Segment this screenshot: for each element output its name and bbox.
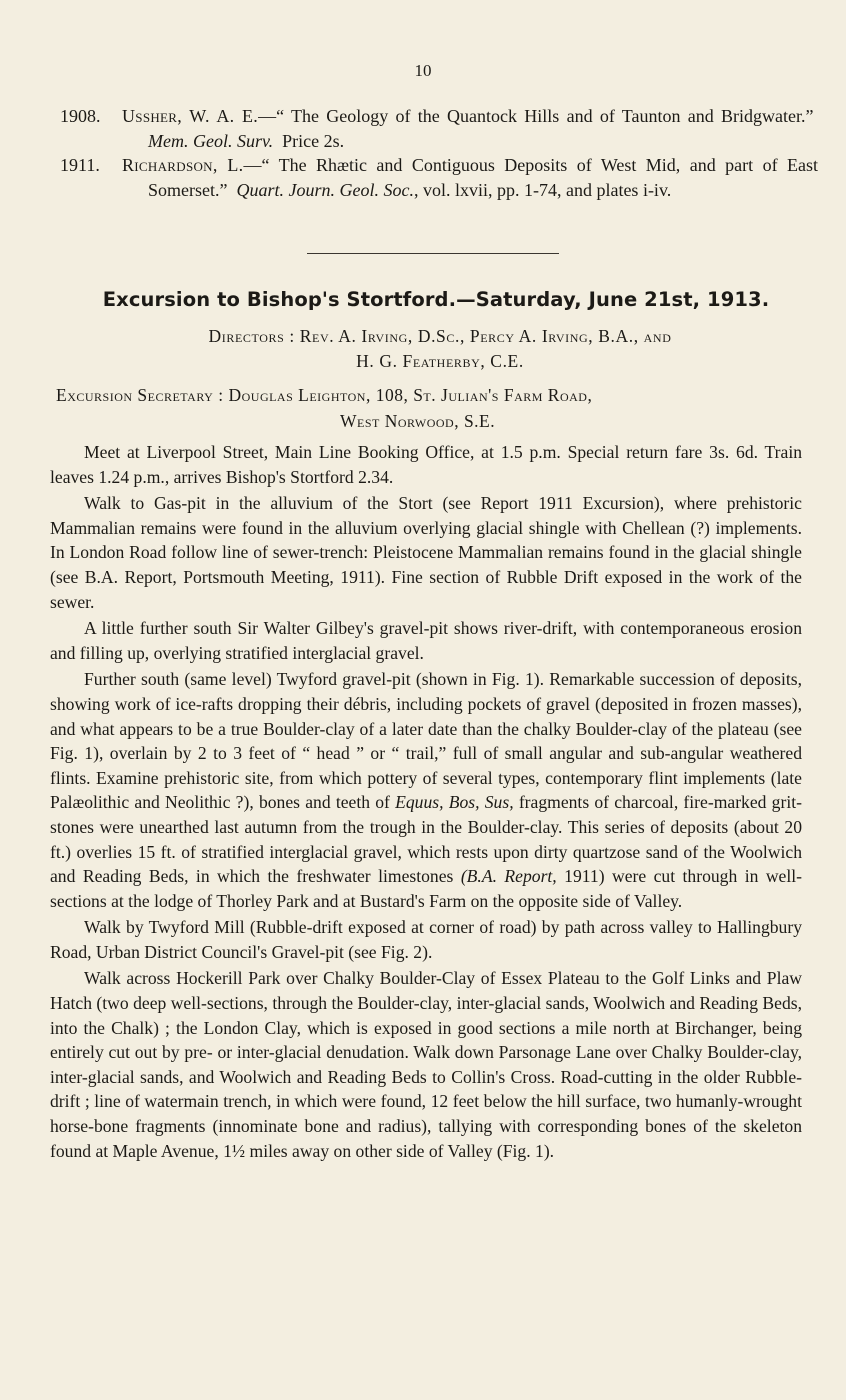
directors-line-1	[90, 324, 790, 349]
secretary-address-2: West Norwood, S.E.	[340, 411, 496, 431]
twyford-text-c: 1911) were cut through in well-sections at the lodge of Thorley Park and at Bustard's Farm on the opposite side of Valley.	[50, 866, 802, 911]
paragraph-gilbey-pit: A little further south Sir Walter Gilbey's gravel-pit shows river-drift, with contemporaneous erosion and filling up, overlying stratified interglacial gravel.	[50, 618, 802, 663]
references-list	[60, 104, 818, 202]
section-divider	[307, 253, 559, 254]
reference-rest: Price 2s.	[282, 130, 345, 151]
reference-year: 1908.	[60, 106, 101, 126]
genus-sus: Sus,	[484, 792, 514, 813]
reference-journal: Mem. Geol. Surv.	[148, 130, 274, 151]
reference-journal: Quart. Journ. Geol. Soc.	[236, 179, 414, 200]
reference-1908	[60, 104, 818, 153]
paragraph-twyford-pit	[50, 667, 802, 913]
excursion-title: Excursion to Bishop's Stortford.—Saturday, June 21st, 1913.	[102, 288, 770, 311]
page-number: 10	[414, 61, 432, 80]
reference-rest: , vol. lxvii, pp. 1-74, and plates i-iv.	[413, 179, 672, 200]
reference-year: 1911.	[60, 155, 100, 175]
reference-author: Richardson, L.	[122, 155, 244, 175]
paragraph-hockerill-park: Walk across Hockerill Park over Chalky Boulder-Clay of Essex Plateau to the Golf Links and Plaw Hatch (two deep well-sections, through the Boulder-clay, inter-glacial sands, Woolwich and Reading Beds, into the Chalk) ; the London Clay, which is exposed in good sections a mile north at Birchanger, being entirely cut out by pre- or inter-glacial denudation. Walk down Parsonage Lane over Chalky Boulder-clay, inter-glacial sands, and Woolwich and Reading Beds to Collin's Cross. Road-cutting in the older Rubble-drift ; line of watermain trench, in which were found, 12 feet below the hill surface, two humanly-wrought horse-bone fragments (innominate bone and radius), tallying with corresponding bones of the skeleton found at Maple Avenue, 1½ miles away on other side of Valley (Fig. 1).	[50, 968, 802, 1161]
secretary-block	[56, 382, 816, 434]
twyford-text-a: Further south (same level) Twyford gravel-pit (shown in Fig. 1). Remarkable succession of deposits, showing work of ice-rafts dropping their débris, including pockets of gravel (deposited in frozen masses), and what appears to be a true Boulder-clay of a later date than the chalky Boulder-clay of the plateau (see Fig. 1), overlain by 2 to 3 feet of “ head ” or “ trail,” full of small angular and sub-angular weathered flints. Examine prehistoric site, from which pottery of several types, contemporary flint implements (late Palæolithic and Neolithic ?), bones and teeth of	[50, 669, 802, 813]
secretary-address-1: Douglas Leighton, 108, St. Julian's Farm Road,	[228, 385, 593, 405]
directors-label: Directors :	[208, 326, 295, 346]
paragraph-meeting: Meet at Liverpool Street, Main Line Booking Office, at 1.5 p.m. Special return fare 3s. 6d. Train leaves 1.24 p.m., arrives Bishop's Stortford 2.34.	[50, 442, 802, 487]
directors-block	[90, 324, 790, 374]
ba-report-citation: (B.A. Report,	[460, 866, 557, 887]
reference-1911	[60, 153, 818, 202]
twyford-text-b: fragments of charcoal, fire-marked grit-stones were unearthed last autumn from the trough in the Boulder-clay. This series of deposits (about 20 ft.) overlies 15 ft. of stratified interglacial gravel, which rests upon dirty quartzose sand of the Woolwich and Reading Beds, in which the freshwater limestones	[50, 792, 802, 887]
directors-names: Rev. A. Irving, D.Sc., Percy A. Irving, B.A., and	[299, 326, 672, 346]
genus-bos: Bos,	[448, 792, 480, 813]
genus-equus: Equus,	[395, 792, 444, 813]
reference-title: “ The Rhætic and Contiguous Deposits of West Mid, and part of East Somerset.”	[148, 155, 818, 200]
paragraph-gas-pit: Walk to Gas-pit in the alluvium of the Stort (see Report 1911 Excursion), where prehistoric Mammalian remains were found in the alluvium overlying glacial shingle with Chellean (?) implements. In London Road follow line of sewer-trench: Pleistocene Mammalian remains found in the glacial shingle (see B.A. Report, Portsmouth Meeting, 1911). Fine section of Rubble Drift exposed in the work of the sewer.	[50, 493, 802, 612]
excursion-body	[50, 440, 802, 1163]
secretary-label: Excursion Secretary :	[56, 385, 224, 405]
paragraph-twyford-mill: Walk by Twyford Mill (Rubble-drift exposed at corner of road) by path across valley to Hallingbury Road, Urban District Council's Gravel-pit (see Fig. 2).	[50, 917, 802, 962]
reference-dash: —	[258, 106, 277, 126]
reference-author: Ussher, W. A. E.	[122, 106, 259, 126]
reference-dash: —	[243, 155, 262, 175]
reference-title: “ The Geology of the Quantock Hills and of Taunton and Bridgwater.”	[276, 106, 814, 126]
directors-line-2: H. G. Featherby, C.E.	[356, 351, 524, 371]
